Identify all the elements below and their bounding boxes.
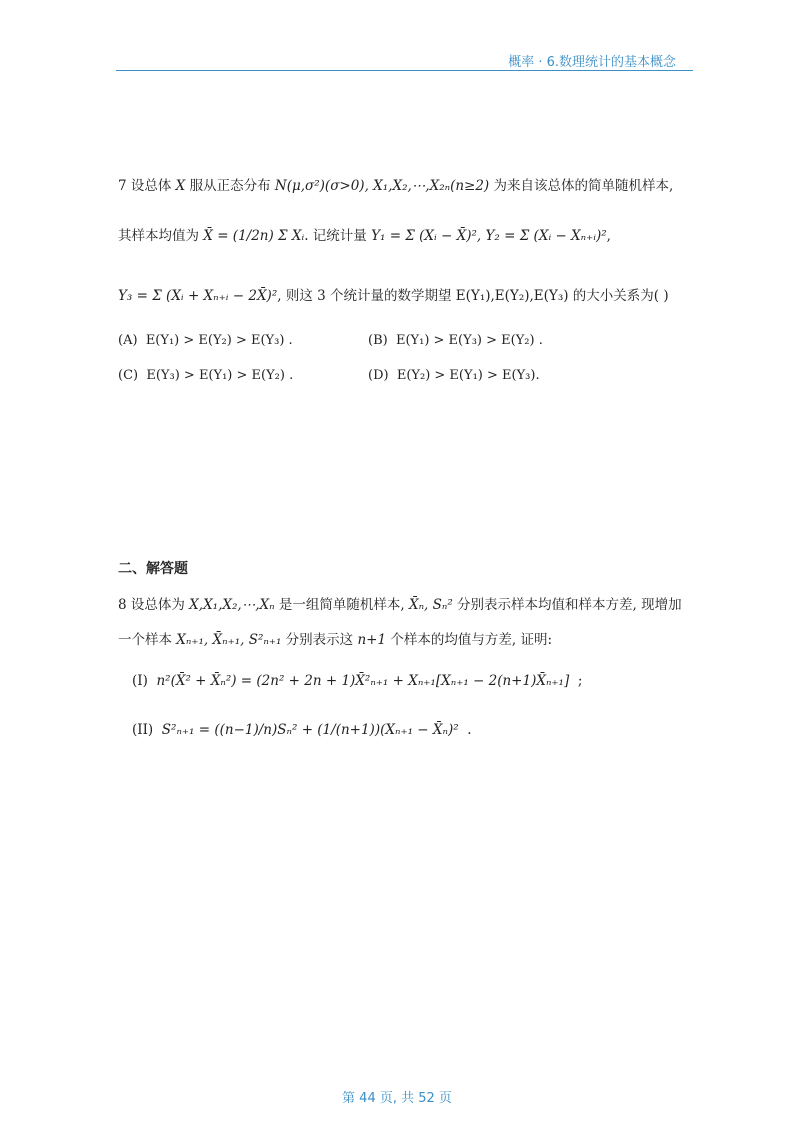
section-title: 二、解答题 bbox=[118, 561, 188, 577]
option-a-text: E(Y₁) > E(Y₂) > E(Y₃) . bbox=[145, 333, 293, 348]
problem7-line1-math1: X bbox=[175, 178, 186, 194]
problem7-line1-math2: N(μ,σ²)(σ>0), X₁,X₂,⋯,X₂ₙ(n≥2) bbox=[274, 178, 490, 194]
problem7-line1-pre: 7 设总体 bbox=[118, 178, 176, 194]
problem7-line1 bbox=[118, 176, 673, 196]
problem8-part2 bbox=[132, 720, 472, 740]
option-a bbox=[118, 333, 293, 348]
problem8-line1-post: 分别表示样本均值和样本方差, 现增加 bbox=[452, 597, 682, 613]
option-b-text: E(Y₁) > E(Y₃) > E(Y₂) . bbox=[395, 333, 543, 348]
problem7-line1-mid: 服从正态分布 bbox=[185, 178, 275, 194]
problem8-part2-label: (II) bbox=[132, 722, 154, 738]
problem8-part2-end: . bbox=[467, 722, 472, 738]
header-title: 概率 · 6.数理统计的基本概念 bbox=[508, 55, 676, 70]
option-d-label: (D) bbox=[368, 368, 389, 383]
option-b bbox=[368, 333, 543, 348]
problem7-line1-post: 为来自该总体的简单随机样本, bbox=[489, 178, 674, 194]
problem8-line1-math2: X̄ₙ, Sₙ² bbox=[408, 597, 453, 613]
problem8-line2-math2: n+1 bbox=[357, 632, 387, 648]
problem8-part1-math: n²(X̄² + X̄ₙ²) = (2n² + 2n + 1)X̄²ₙ₊₁ + Xₙ₊₁[Xₙ₊₁ − 2(n+1)X̄ₙ₊₁] bbox=[156, 673, 570, 689]
problem8-line2-pre: 一个样本 bbox=[118, 632, 177, 648]
problem7-line2-mid: . 记统计量 bbox=[304, 228, 372, 244]
problem8-part1-label: (I) bbox=[132, 673, 148, 689]
problem8-line2-mid: 分别表示这 bbox=[281, 632, 358, 648]
option-a-label: (A) bbox=[118, 333, 138, 348]
problem8-line1 bbox=[118, 595, 682, 615]
problem7-line2 bbox=[118, 226, 611, 246]
problem8-part1 bbox=[132, 671, 582, 691]
problem8-line2-math: Xₙ₊₁, X̄ₙ₊₁, S²ₙ₊₁ bbox=[176, 632, 282, 648]
option-c-text: E(Y₃) > E(Y₁) > E(Y₂) . bbox=[146, 368, 294, 383]
option-c bbox=[118, 368, 293, 383]
problem7-line3-math: Y₃ = Σ (Xᵢ + Xₙ₊ᵢ − 2X̄)² bbox=[118, 288, 278, 304]
header-divider bbox=[116, 70, 693, 71]
option-c-label: (C) bbox=[118, 368, 139, 383]
problem7-line2-pre: 其样本均值为 bbox=[118, 228, 204, 244]
problem8-part2-math: S²ₙ₊₁ = ((n−1)/n)Sₙ² + (1/(n+1))(Xₙ₊₁ − X̄ₙ)² bbox=[161, 722, 459, 738]
problem8-line1-math: X,X₁,X₂,⋯,Xₙ bbox=[189, 597, 275, 613]
problem8-line1-mid: 是一组简单随机样本, bbox=[274, 597, 409, 613]
problem7-line2-math2: Y₁ = Σ (Xᵢ − X̄)², Y₂ = Σ (Xᵢ − Xₙ₊ᵢ)² bbox=[371, 228, 607, 244]
option-d-text: E(Y₂) > E(Y₁) > E(Y₃). bbox=[396, 368, 540, 383]
problem8-line1-pre: 8 设总体为 bbox=[118, 597, 190, 613]
problem8-line2-post: 个样本的均值与方差, 证明: bbox=[386, 632, 552, 648]
option-b-label: (B) bbox=[368, 333, 388, 348]
problem8-part1-end: ; bbox=[577, 673, 583, 689]
problem7-line3 bbox=[118, 286, 669, 306]
problem7-line2-post: , bbox=[606, 228, 611, 244]
problem7-line3-post: , 则这 3 个统计量的数学期望 E(Y₁),E(Y₂),E(Y₃) 的大小关系为( ) bbox=[277, 288, 669, 304]
page-number: 第 44 页, 共 52 页 bbox=[342, 1091, 452, 1106]
problem7-line2-math1: X̄ = (1/2n) Σ Xᵢ bbox=[203, 228, 305, 244]
problem8-line2 bbox=[118, 630, 552, 650]
option-d bbox=[368, 368, 540, 383]
